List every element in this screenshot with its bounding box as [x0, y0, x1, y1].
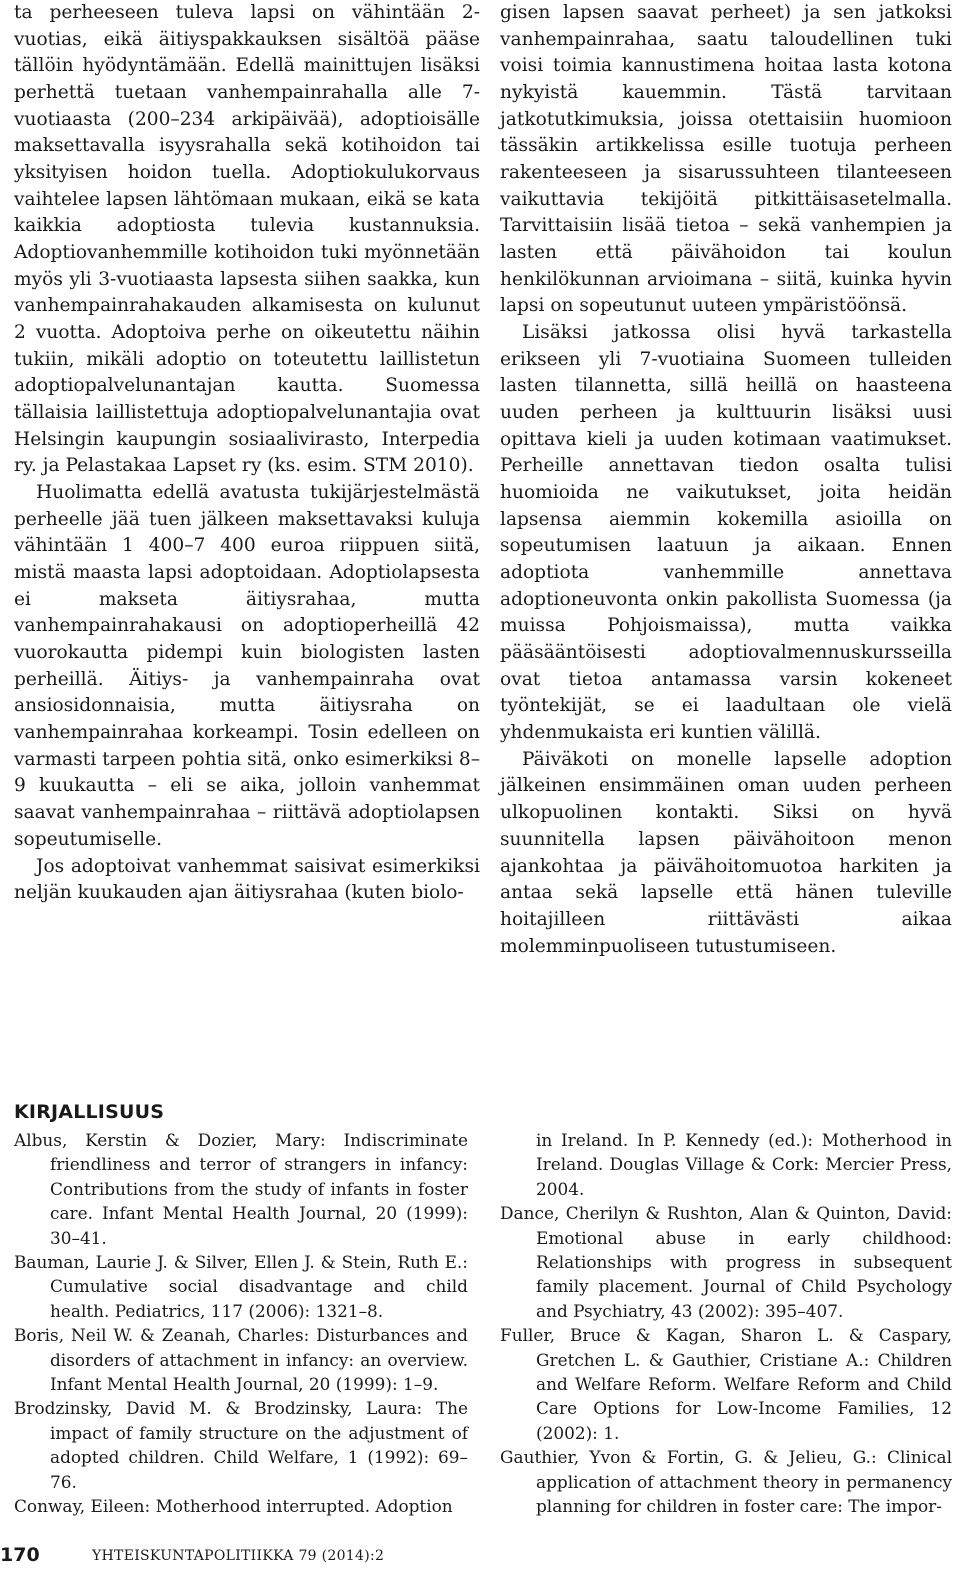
paragraph: Lisäksi jatkossa olisi hyvä tarkastella erikseen yli 7-vuotiaina Suomeen tulleiden lasten tilannetta, sillä heillä on haasteena uuden perheen ja kulttuurin lisäksi uusi opittava kieli ja uuden kotimaan vaatimukset. Perheille annettavan tiedon osalta tulisi huomioida ne vaikutukset, joita heidän lapsensa aiemmin kokemilla asioilla on sopeutumisen laatuun ja aikaan. Ennen adoptiota vanhemmille annettava adoptioneuvonta onkin pakollista Suomessa (ja muissa Pohjoismaissa), mutta vaikka pääsääntöisesti adoptiovalmennuskursseilla ovat tietoa antamassa varsin kokeneet työntekijät, se ei laadultaan ole vielä yhdenmukaista eri kuntien välillä. — [500, 322, 952, 744]
references-right-column — [500, 1128, 952, 1519]
reference-entry: Albus, Kerstin & Dozier, Mary: Indiscriminate friendliness and terror of strangers in infancy: Contributions from the study of infants in foster care. Infant Mental Health Journal, 20 (1999): 30–41. — [14, 1130, 468, 1248]
reference-entry: Brodzinsky, David M. & Brodzinsky, Laura: The impact of family structure on the adjustment of adopted children. Child Welfare, 1 (1992): 69–76. — [14, 1398, 468, 1492]
paragraph: Huolimatta edellä avatusta tukijärjestelmästä perheelle jää tuen jälkeen maksettavaksi kuluja vähintään 1 400–7 400 euroa riippuen siitä, mistä maasta lapsi adoptoidaan. Adoptiolapsesta ei makseta äitiysrahaa, mutta vanhempainrahakausi on adoptioperheillä 42 vuorokautta pidempi kuin biologisten lasten perheillä. Äitiys- ja vanhempainraha ovat ansiosidonnaisia, mutta äitiysraha on vanhempainrahaa korkeampi. Tosin edelleen on varmasti tarpeen pohtia sitä, onko esimerkiksi 8–9 kuukautta – eli se aika, jolloin vanhemmat saavat vanhempainrahaa – riittävä adoptiolapsen sopeutumiselle. — [14, 482, 480, 850]
reference-entry: Fuller, Bruce & Kagan, Sharon L. & Caspary, Gretchen L. & Gauthier, Cristiane A.: Children and Welfare Reform. Welfare Reform and Child Care Options for Low-Income Families, 12 (2002): 1. — [500, 1325, 952, 1443]
references-heading: KIRJALLISUUS — [14, 1101, 165, 1123]
paragraph: gisen lapsen saavat perheet) ja sen jatkoksi vanhempainrahaa, saatu taloudellinen tuki voisi toimia kannustimena hoitaa lasta kotona nykyistä kauemmin. Tästä tarvitaan jatkotutkimuksia, joissa otettaisiin huomioon tässäkin artikkelissa esille tuotuja perheen rakenteeseen ja sisarussuhteen tilanteeseen vaikuttavia tekijöitä pitkittäisasetelmalla. Tarvittaisiin lisää tietoa – sekä vanhempien ja lasten että päivähoidon tai koulun henkilökunnan arvioimana – siitä, kuinka hyvin lapsi on sopeutunut uuteen ympäristöönsä. — [500, 2, 952, 317]
reference-entry: Boris, Neil W. & Zeanah, Charles: Disturbances and disorders of attachment in infancy: an overview. Infant Mental Health Journal, 20 (1999): 1–9. — [14, 1325, 468, 1395]
references-left-column — [14, 1128, 468, 1519]
main-text-left-column — [14, 0, 480, 907]
main-text-right-column — [500, 0, 952, 960]
paragraph: Jos adoptoivat vanhemmat saisivat esimerkiksi neljän kuukauden ajan äitiysrahaa (kuten biolo- — [14, 855, 480, 904]
reference-continuation: in Ireland. In P. Kennedy (ed.): Motherhood in Ireland. Douglas Village & Cork: Mercier Press, 2004. — [536, 1130, 952, 1199]
journal-name: YHTEISKUNTAPOLITIIKKA 79 (2014):2 — [92, 1548, 385, 1564]
reference-entry: Gauthier, Yvon & Fortin, G. & Jelieu, G.: Clinical application of attachment theory in permanency planning for children in foster care: The impor- — [500, 1447, 952, 1517]
page-footer — [0, 1544, 960, 1572]
paragraph: ta perheeseen tuleva lapsi on vähintään 2-vuotias, eikä äitiyspakkauksen sisältöä pääse tällöin hyödyntämään. Edellä mainittujen lisäksi perhettä tuetaan vanhempainrahalla alle 7-vuotiaasta (200–234 arkipäivää), adoptioisälle maksettavalla isyysrahalla sekä kotihoidon tai yksityisen hoidon tuella. Adoptiokulukorvaus vaihtelee lapsen lähtömaan mukaan, eikä se kata kaikkia adoptiosta tulevia kustannuksia. Adoptiovanhemmille kotihoidon tuki myönnetään myös yli 3-vuotiaasta lapsesta siihen saakka, kun vanhempainrahakauden alkamisesta on kulunut 2 vuotta. Adoptoiva perhe on oikeutettu näihin tukiin, mikäli adoptio on toteutettu laillistetun adoptiopalvelunantajan kautta. Suomessa tällaisia laillistettuja adoptiopalvelunantajia ovat Helsingin kaupungin sosiaalivirasto, Interpedia ry. ja Pelastakaa Lapset ry (ks. esim. STM 2010). — [14, 2, 480, 477]
reference-entry: Dance, Cherilyn & Rushton, Alan & Quinton, David: Emotional abuse in early childhood: Relationships with progress in subsequent family placement. Journal of Child Psychology and Psychiatry, 43 (2002): 395–407. — [500, 1203, 952, 1321]
paragraph: Päiväkoti on monelle lapselle adoption jälkeinen ensimmäinen oman uuden perheen ulkopuolinen kontakti. Siksi on hyvä suunnitella lapsen päivähoitoon menon ajankohtaa ja päivähoitomuotoa harkiten ja antaa sekä lapselle että hänen tuleville hoitajilleen riittävästi aikaa molemminpuoliseen tutustumiseen. — [500, 748, 952, 957]
reference-entry: Conway, Eileen: Motherhood interrupted. Adoption — [14, 1496, 453, 1517]
reference-entry: Bauman, Laurie J. & Silver, Ellen J. & Stein, Ruth E.: Cumulative social disadvantage and child health. Pediatrics, 117 (2006): 1321–8. — [14, 1252, 468, 1321]
page-number: 170 — [0, 1544, 40, 1566]
